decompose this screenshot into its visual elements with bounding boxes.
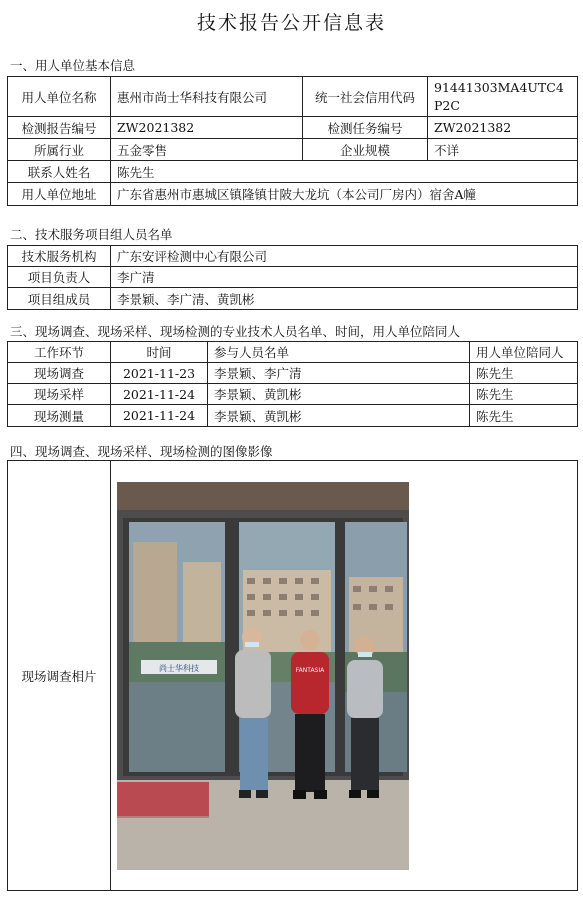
label-task-no: 检测任务编号	[303, 117, 428, 139]
row-unit-name	[8, 77, 578, 117]
row-industry	[8, 139, 578, 161]
team-value: 广东安评检测中心有限公司	[111, 246, 578, 267]
page-title: 技术报告公开信息表	[196, 12, 386, 34]
onsite-people: 李景颖、黄凯彬	[208, 384, 470, 405]
shop-sign-text: 尚士华科技	[159, 663, 199, 673]
shirt-text: FANTASIA	[295, 666, 325, 674]
onsite-table	[7, 341, 578, 427]
team-label: 技术服务机构	[8, 246, 111, 267]
row-report-no	[8, 117, 578, 139]
value-address: 广东省惠州市惠城区镇隆镇甘陂大龙坑（本公司厂房内）宿舍A幢	[111, 183, 578, 206]
onsite-escort: 陈先生	[470, 363, 578, 384]
section4-heading: 四、现场调查、现场采样、现场检测的图像影像	[10, 444, 273, 459]
onsite-step: 现场测量	[8, 405, 111, 427]
photo-table	[7, 460, 578, 891]
onsite-step: 现场采样	[8, 384, 111, 405]
onsite-date: 2021-11-24	[111, 384, 208, 405]
onsite-header: 参与人员名单	[208, 342, 470, 363]
team-row	[8, 246, 578, 267]
site-photo	[117, 482, 409, 870]
table-row	[8, 384, 578, 405]
label-scale: 企业规模	[303, 139, 428, 161]
label-industry: 所属行业	[8, 139, 111, 161]
team-row	[8, 288, 578, 310]
onsite-header: 用人单位陪同人	[470, 342, 578, 363]
label-address: 用人单位地址	[8, 183, 111, 206]
section2-heading: 二、技术服务项目组人员名单	[10, 227, 173, 242]
person-right	[347, 637, 383, 798]
table-row	[8, 405, 578, 427]
onsite-header: 工作环节	[8, 342, 111, 363]
label-contact: 联系人姓名	[8, 161, 111, 183]
label-unit-name: 用人单位名称	[8, 77, 111, 117]
team-value: 李景颖、李广清、黄凯彬	[111, 288, 578, 310]
section3-heading: 三、现场调查、现场采样、现场检测的专业技术人员名单、时间，用人单位陪同人	[10, 324, 461, 339]
person-left	[235, 627, 271, 798]
section1-heading: 一、用人单位基本信息	[10, 58, 136, 73]
basic-info-table	[7, 76, 578, 206]
onsite-escort: 陈先生	[470, 384, 578, 405]
onsite-escort: 陈先生	[470, 405, 578, 427]
team-label: 项目组成员	[8, 288, 111, 310]
photo-row	[8, 461, 578, 891]
onsite-step: 现场调查	[8, 363, 111, 384]
label-credit-code: 统一社会信用代码	[303, 77, 428, 117]
onsite-date: 2021-11-23	[111, 363, 208, 384]
photo-cell	[111, 461, 578, 891]
value-unit-name: 惠州市尚士华科技有限公司	[111, 77, 303, 117]
value-credit-code: 91441303MA4UTC4P2C	[428, 77, 578, 117]
value-report-no: ZW2021382	[111, 117, 303, 139]
team-table	[7, 245, 578, 310]
team-value: 李广清	[111, 267, 578, 288]
value-industry: 五金零售	[111, 139, 303, 161]
onsite-people: 李景颖、李广清	[208, 363, 470, 384]
photo-label: 现场调查相片	[8, 461, 111, 891]
table-row	[8, 363, 578, 384]
onsite-header: 时间	[111, 342, 208, 363]
row-contact	[8, 161, 578, 183]
row-address	[8, 183, 578, 206]
label-report-no: 检测报告编号	[8, 117, 111, 139]
person-middle	[291, 630, 329, 799]
team-label: 项目负责人	[8, 267, 111, 288]
onsite-people: 李景颖、黄凯彬	[208, 405, 470, 427]
onsite-header-row	[8, 342, 578, 363]
value-contact: 陈先生	[111, 161, 578, 183]
value-scale: 不详	[428, 139, 578, 161]
value-task-no: ZW2021382	[428, 117, 578, 139]
onsite-date: 2021-11-24	[111, 405, 208, 427]
team-row	[8, 267, 578, 288]
